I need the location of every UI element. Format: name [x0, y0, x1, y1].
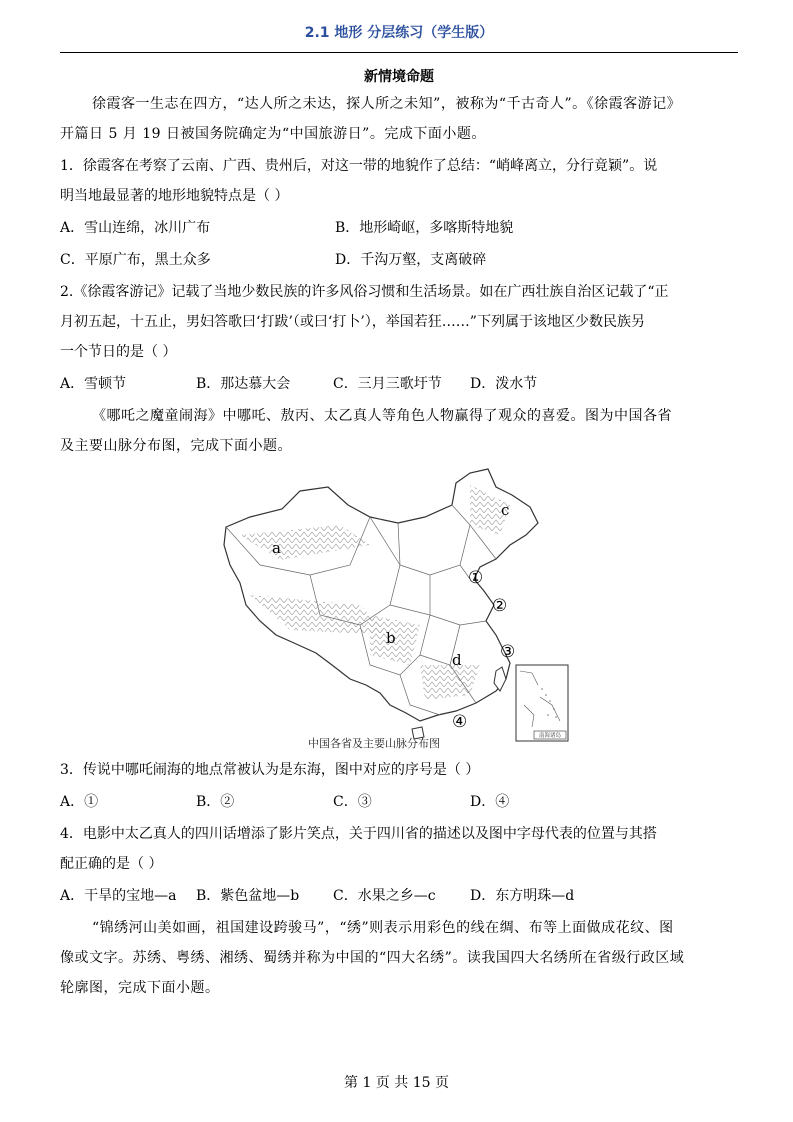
q2-option-d: D．泼水节 [470, 376, 538, 392]
q3-option-c: C．③ [333, 794, 372, 810]
q4-option-a: A．干旱的宝地—a [60, 888, 177, 904]
page-footer: 第 1 页 共 15 页 [344, 1075, 449, 1091]
q4-stem-line-1: 4．电影中太乙真人的四川话增添了影片笑点，关于四川省的描述以及图中字母代表的位置与其搭 [60, 826, 657, 842]
q1-option-d: D．千沟万壑，支离破碎 [335, 252, 487, 268]
header-rule [60, 52, 738, 53]
intro3-line-1: “锦绣河山美如画，祖国建设跨骏马”，“绣”则表示用彩色的线在绸、布等上面做成花纹、图 [92, 920, 674, 936]
intro1-line-1: 徐霞客一生志在四方，“达人所之未达，探人所之未知”，被称为“千古奇人”。《徐霞客游记》 [92, 96, 682, 112]
intro1-line-2: 开篇日 5 月 19 日被国务院确定为“中国旅游日”。完成下面小题。 [60, 126, 486, 142]
q3-option-b: B．② [196, 794, 235, 810]
q2-stem-line-3: 一个节日的是（ ） [60, 344, 177, 360]
map-letter-b: b [386, 629, 396, 647]
q2-stem-line-2: 月初五起，十五止，男妇答歌曰‘打跋’（或曰‘打卜’），举国若狂……”下列属于该地区少数民族另 [60, 314, 645, 330]
page-header: 2.1 地形 分层练习（学生版） [304, 25, 494, 41]
q1-option-c: C．平原广布，黑土众多 [60, 252, 211, 268]
q2-option-a: A．雪顿节 [60, 376, 127, 392]
china-province-mountain-map [220, 465, 572, 753]
intro3-line-2: 像或文字。苏绣、粤绣、湘绣、蜀绣并称为中国的“四大名绣”。读我国四大名绣所在省级行政区域 [60, 950, 685, 966]
q2-stem-line-1: 2.《徐霞客游记》记载了当地少数民族的许多风俗习惯和生活场景。如在广西壮族自治区记载了“正 [60, 284, 669, 300]
q1-option-a: A．雪山连绵，冰川广布 [60, 220, 211, 236]
q3-option-a: A．① [60, 794, 99, 810]
map-marker-2: ② [492, 596, 508, 616]
q3-stem-line-1: 3．传说中哪吒闹海的地点常被认为是东海，图中对应的序号是（ ） [60, 762, 480, 778]
section-title: 新情境命题 [364, 69, 434, 85]
intro2-line-1: 《哪吒之魔童闹海》中哪吒、敖丙、太乙真人等角色人物赢得了观众的喜爱。图为中国各省 [92, 408, 672, 424]
map-marker-1: ① [468, 568, 484, 588]
q1-stem-line-2: 明当地最显著的地形地貌特点是（ ） [60, 188, 289, 204]
map-marker-3: ③ [500, 642, 516, 662]
q4-stem-line-2: 配正确的是（ ） [60, 856, 163, 872]
q2-option-b: B．那达慕大会 [196, 376, 291, 392]
q4-option-d: D．东方明珠—d [470, 888, 575, 904]
q1-stem-line-1: 1．徐霞客在考察了云南、广西、贵州后，对这一带的地貌作了总结：“峭峰离立，分行竟颖”。说 [60, 158, 658, 174]
q2-option-c: C．三月三歌圩节 [333, 376, 442, 392]
south-china-sea-inset [516, 665, 568, 741]
map-letter-a: a [272, 539, 281, 557]
q4-option-c: C．水果之乡—c [333, 888, 436, 904]
map-marker-4: ④ [452, 712, 468, 732]
intro2-line-2: 及主要山脉分布图，完成下面小题。 [60, 438, 292, 454]
map-letter-c: c [501, 501, 510, 519]
intro3-line-3: 轮廓图，完成下面小题。 [60, 980, 220, 996]
map-letter-d: d [452, 651, 462, 669]
map-caption: 中国各省及主要山脉分布图 [308, 737, 440, 750]
q3-option-d: D．④ [470, 794, 510, 810]
inset-label: 南海诸岛 [538, 733, 562, 739]
q4-option-b: B．紫色盆地—b [196, 888, 300, 904]
q1-option-b: B．地形崎岖，多喀斯特地貌 [335, 220, 514, 236]
